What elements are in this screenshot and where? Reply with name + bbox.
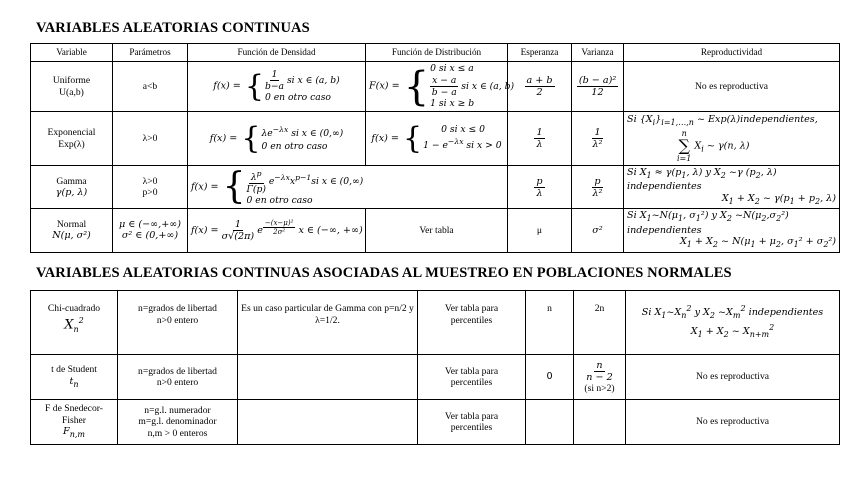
params-cell — [118, 400, 238, 445]
variable-symbol: N(μ, σ²) — [52, 230, 91, 242]
variable-name: F de Snedecor- — [45, 403, 103, 415]
variable-name: Uniforme — [52, 75, 91, 86]
table-row-t-student — [31, 355, 840, 400]
variable-symbol: γ(p, λ) — [55, 187, 88, 199]
section-title-continuous: VARIABLES ALEATORIAS CONTINUAS — [36, 20, 310, 36]
header-distribucion: Función de Distribución — [366, 44, 508, 62]
reproductividad-text: No es reproductiva — [626, 355, 840, 400]
mean-formula: $\frac{a + b}{2}$ — [508, 62, 572, 112]
mean-formula: $\frac{1}{\lambda}$ — [508, 112, 572, 166]
mean-formula: $\frac{p}{\lambda}$ — [508, 166, 572, 209]
percentile-line: Ver tabla para — [444, 410, 499, 422]
param-line: n=grados de libertad — [138, 365, 217, 377]
section-title-sampling: VARIABLES ALEATORIAS CONTINUAS ASOCIADAS AL MUESTREO EN POBLACIONES NORMALES — [36, 265, 732, 281]
variable-name: t de Student — [51, 364, 97, 376]
params-cell — [113, 166, 188, 209]
variable-cell — [31, 291, 118, 355]
density-formula: f(x) = $\frac{1}{\sigma√(2\pi)}$ e $^{\frac{\text{−(x−μ)²}}{\text{2σ²}}}$ x ∈ (−∞, +∞) — [188, 209, 366, 252]
variable-name: Fisher — [62, 414, 86, 426]
variable-cell — [31, 166, 113, 209]
param-line: m=g.l. denominador — [138, 416, 217, 428]
percentile-line: Ver tabla para — [444, 365, 499, 377]
mean-text: μ — [508, 209, 572, 252]
variable-cell — [31, 62, 113, 112]
table-row-exponencial — [31, 112, 840, 166]
variable-cell — [31, 112, 113, 166]
table-header-row — [31, 44, 840, 62]
reproductividad-formula: Si $X_1\sim X_n^2$ y $X_2$ $\sim X_m^2$ independientes $X_1 + X_2$ ~ $X_{n+m}^2$ — [626, 291, 840, 355]
density-formula: f(x) = { $\frac{\lambda^p}{\Gamma(p)}$ $e^{-\lambda x}x^{p-1}si$ x ∈ (0,∞) 0 en otro caso — [188, 166, 508, 209]
param-line: λ>0 — [142, 175, 158, 187]
table-row-normal — [31, 209, 840, 252]
continuous-distributions-table — [30, 43, 840, 253]
param-line: n>0 entero — [156, 377, 199, 388]
sampling-distributions-table — [30, 290, 840, 445]
percentile-table-ref — [418, 291, 526, 355]
param-line: σ² ∈ (0,+∞) — [121, 230, 179, 242]
percentile-line: percentiles — [450, 314, 493, 326]
params-cell — [113, 62, 188, 112]
variance-formula: $\frac{p}{\text{λ²}}$ — [572, 166, 624, 209]
variable-symbol: Exp(λ) — [58, 138, 85, 150]
header-reproductividad: Reproductividad — [624, 44, 840, 62]
variance-formula: $\frac{\text{(b − a)²}}{12}$ — [572, 62, 624, 112]
table-row-gamma — [31, 166, 840, 209]
mean-empty — [526, 400, 574, 445]
params-cell — [113, 112, 188, 166]
reproductividad-formula: Si $\{X_i\}_{i=1,\dots,n}$ ~ Exp(λ)independientes, n ∑ i=1 $X_i$ ~ γ(n, λ) — [624, 112, 840, 166]
variable-symbol: $F_{n,m}$ — [63, 426, 85, 440]
table-row-uniforme — [31, 62, 840, 112]
percentile-table-ref — [418, 355, 526, 400]
params-cell — [118, 291, 238, 355]
density-empty — [238, 355, 418, 400]
header-varianza: Varianza — [572, 44, 624, 62]
header-parametros: Parámetros — [113, 44, 188, 62]
density-text: Es un caso particular de Gamma con p=n/2 y λ=1/2. — [238, 291, 418, 355]
table-row-f-snedecor — [31, 400, 840, 445]
param-line: λ>0 — [142, 132, 158, 144]
params-cell — [118, 355, 238, 400]
variable-symbol: U(a,b) — [59, 86, 84, 98]
variance-empty — [574, 400, 626, 445]
variable-cell — [31, 355, 118, 400]
variable-name: Chi-cuadrado — [47, 303, 101, 314]
param-line: n>0 entero — [156, 314, 199, 326]
param-line: p>0 — [142, 187, 158, 199]
variance-text: 2n — [574, 291, 626, 355]
reproductividad-text: No es reproductiva — [624, 62, 840, 112]
mean-text: n — [526, 291, 574, 355]
reproductividad-formula: Si $X_1\sim N(\mu_1$, $\sigma_1^2$) y $X_2$ $\sim N(\mu_2,\sigma_2^2)$ independientes $X_1 + X_2$ ~ $N(\mu_1 + \mu_2$, $\sigma_1^2 + \sigma_2^2$) — [624, 209, 840, 252]
distribution-formula: F(x) = { 0 si x ≤ a $\frac{x - a}{b - a}$ si x ∈ (a, b) 1 si x ≥ b — [366, 62, 508, 112]
density-formula: f(x) = { $\frac{1}{b-a}$ si x ∈ (a, b) 0 en otro caso — [188, 62, 366, 112]
percentile-line: Ver tabla para — [444, 303, 499, 314]
distribution-formula: f(x) = { 0 si x ≤ 0 $1 - e^{-\lambda x}$ si x > 0 — [366, 112, 508, 166]
variance-condition: (si n>2) — [584, 382, 615, 394]
variance-formula: $\frac{1}{\text{λ²}}$ — [572, 112, 624, 166]
table-row-chi-cuadrado — [31, 291, 840, 355]
variable-name: Gamma — [56, 175, 87, 187]
param-line: n=g.l. numerador — [144, 404, 211, 416]
variable-name: Exponencial — [47, 127, 96, 138]
percentile-table-ref — [418, 400, 526, 445]
mean-text: 0 — [526, 355, 574, 400]
param-line: μ ∈ (−∞,+∞) — [118, 218, 182, 230]
header-densidad: Función de Densidad — [188, 44, 366, 62]
header-variable: Variable — [31, 44, 113, 62]
density-formula: f(x) = { $\lambda e^{-\lambda x}$ si x ∈ (0,∞) 0 en otro caso — [188, 112, 366, 166]
header-esperanza: Esperanza — [508, 44, 572, 62]
variable-cell — [31, 400, 118, 445]
variance-formula: $\frac{n}{n - 2}$ (si n>2) — [574, 355, 626, 400]
params-cell — [113, 209, 188, 252]
distribution-text: Ver tabla — [366, 209, 508, 252]
reproductividad-text: No es reproductiva — [626, 400, 840, 445]
param-line: n,m > 0 enteros — [147, 427, 208, 439]
percentile-line: percentiles — [450, 422, 493, 433]
param-line: n=grados de libertad — [138, 303, 217, 314]
variance-formula: σ² — [572, 209, 624, 252]
param-line: a<b — [142, 80, 158, 92]
density-empty — [238, 400, 418, 445]
reproductividad-formula: Si $X_1 \approx \gamma(p_1$, λ) y $X_2$ ~γ ($p_2$, λ) independientes $X_1 + X_2$ ~ $\gamma(p_1 + p_2$, λ) — [624, 166, 840, 209]
percentile-line: percentiles — [450, 377, 493, 388]
variable-name: Normal — [56, 218, 87, 230]
variable-cell — [31, 209, 113, 252]
variable-symbol: $X_n^2$ — [64, 315, 84, 334]
variable-symbol: $t_n$ — [69, 375, 79, 389]
